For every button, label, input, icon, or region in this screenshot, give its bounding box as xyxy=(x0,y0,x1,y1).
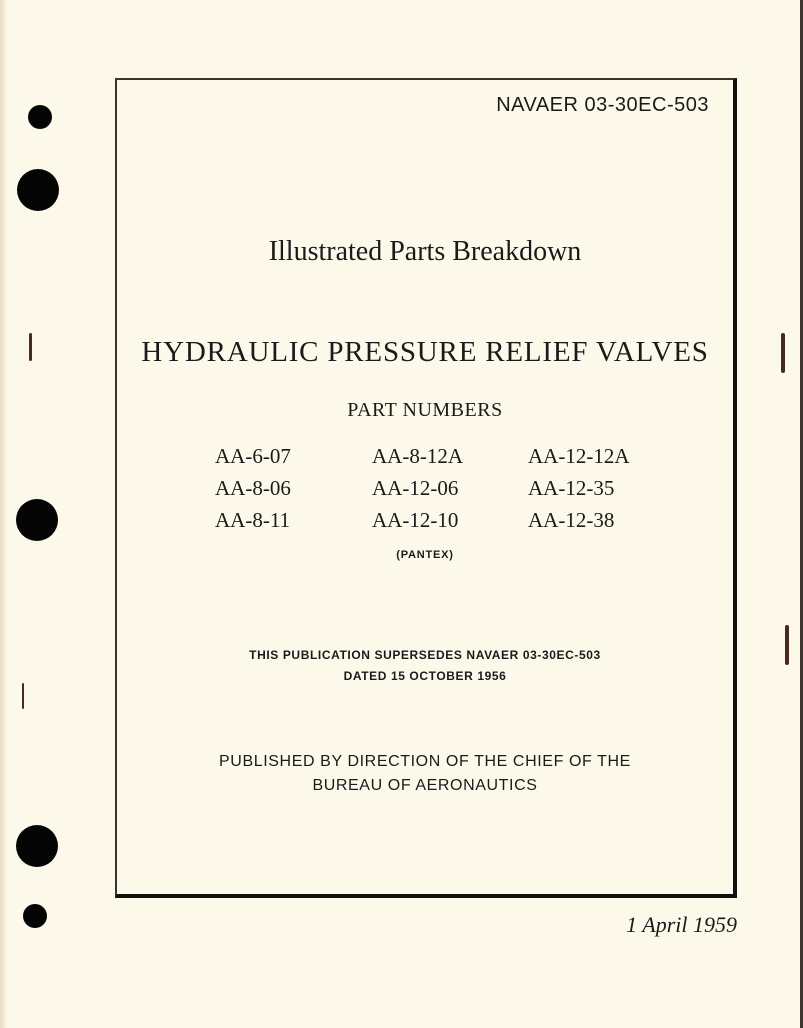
part-numbers-column xyxy=(528,440,629,536)
part-numbers-column xyxy=(372,440,463,536)
authority-line-2: BUREAU OF AERONAUTICS xyxy=(312,777,538,794)
staple-mark xyxy=(29,333,32,361)
part-number: AA-12-06 xyxy=(372,476,459,500)
binder-hole-large xyxy=(16,499,58,541)
binder-hole-small xyxy=(23,904,47,928)
title-frame xyxy=(115,78,737,898)
document-number: NAVAER 03-30EC-503 xyxy=(496,94,709,116)
manufacturer-label: (PANTEX) xyxy=(396,549,454,561)
supersedes-line-1: THIS PUBLICATION SUPERSEDES NAVAER 03-30EC-503 xyxy=(249,648,601,662)
staple-mark xyxy=(22,683,24,709)
authority-notice xyxy=(117,750,733,798)
supersedes-line-2: DATED 15 OCTOBER 1956 xyxy=(343,669,507,683)
part-number: AA-8-12A xyxy=(372,444,463,468)
staple-mark xyxy=(785,625,789,665)
part-number: AA-12-10 xyxy=(372,508,459,532)
staple-mark xyxy=(781,333,785,373)
part-number: AA-12-38 xyxy=(528,508,615,532)
binder-hole-small xyxy=(28,105,52,129)
part-number: AA-12-12A xyxy=(528,444,630,468)
part-numbers-column xyxy=(215,440,291,536)
part-number: AA-6-07 xyxy=(215,444,291,468)
part-number: AA-12-35 xyxy=(528,476,615,500)
part-numbers-heading: PART NUMBERS xyxy=(347,399,503,421)
publication-date: 1 April 1959 xyxy=(626,912,737,937)
binder-hole-large xyxy=(16,825,58,867)
authority-line-1: PUBLISHED BY DIRECTION OF THE CHIEF OF THE xyxy=(219,753,631,770)
part-number: AA-8-11 xyxy=(215,508,291,532)
part-number: AA-8-06 xyxy=(215,476,291,500)
page-left-edge xyxy=(0,0,6,1028)
main-title: HYDRAULIC PRESSURE RELIEF VALVES xyxy=(141,336,709,368)
series-title: Illustrated Parts Breakdown xyxy=(268,236,582,267)
supersedes-notice xyxy=(117,645,733,687)
binder-hole-large xyxy=(17,169,59,211)
